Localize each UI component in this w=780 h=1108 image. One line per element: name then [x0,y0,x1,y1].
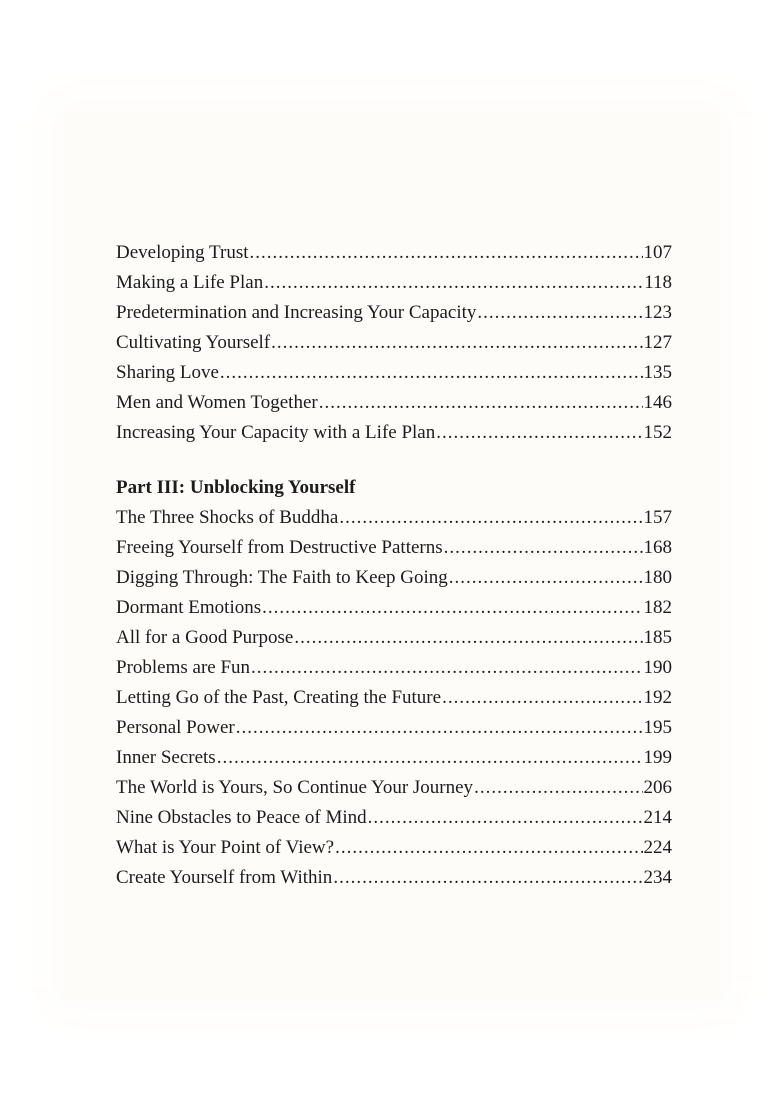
toc-entry-title: Cultivating Yourself [116,332,271,353]
table-of-contents [116,238,672,893]
toc-entry [116,328,672,358]
toc-entry-page: 127 [643,332,672,353]
toc-entry [116,358,672,388]
dot-leader [271,328,642,358]
toc-entry [116,653,672,683]
toc-entry [116,833,672,863]
toc-entry-title: Predetermination and Increasing Your Capacity [116,302,477,323]
dot-leader [251,653,642,683]
toc-entry-title: All for a Good Purpose [116,627,294,648]
toc-entry-title: Men and Women Together [116,392,318,413]
toc-entry-page: 195 [643,717,672,738]
toc-entry [116,863,672,893]
toc-entry-page: 234 [643,867,672,888]
toc-entry-title: Sharing Love [116,362,219,383]
toc-entry-page: 168 [643,537,672,558]
toc-entry-title: Increasing Your Capacity with a Life Plan [116,422,436,443]
dot-leader [335,833,642,863]
dot-leader [339,503,642,533]
toc-entry-page: 157 [643,507,672,528]
toc-entry [116,713,672,743]
toc-entry-title: Developing Trust [116,242,249,263]
toc-entry-page: 152 [643,422,672,443]
dot-leader [319,388,643,418]
dot-leader [250,238,643,268]
toc-entry-page: 107 [643,242,672,263]
toc-entry [116,743,672,773]
toc-entry-title: What is Your Point of View? [116,837,335,858]
toc-entry [116,533,672,563]
toc-entry-page: 135 [643,362,672,383]
toc-entry [116,623,672,653]
toc-entry-page: 180 [643,567,672,588]
toc-entry [116,563,672,593]
dot-leader [333,863,642,893]
dot-leader [236,713,643,743]
toc-entry [116,388,672,418]
dot-leader [444,533,643,563]
toc-entry-title: Create Yourself from Within [116,867,333,888]
toc-entry-page: 192 [643,687,672,708]
toc-entry-title: Nine Obstacles to Peace of Mind [116,807,367,828]
toc-entry-title: The World is Yours, So Continue Your Journey [116,777,474,798]
part2-entry-list [116,238,672,448]
dot-leader [264,268,643,298]
toc-entry-page: 224 [643,837,672,858]
part3-entry-list [116,503,672,893]
toc-entry-page: 185 [643,627,672,648]
dot-leader [436,418,642,448]
toc-entry-title: Digging Through: The Faith to Keep Going [116,567,448,588]
dot-leader [217,743,643,773]
toc-entry-title: Freeing Yourself from Destructive Patterns [116,537,443,558]
toc-entry [116,298,672,328]
toc-entry-page: 182 [643,597,672,618]
toc-entry-page: 118 [644,272,672,293]
dot-leader [368,803,643,833]
toc-entry-page: 190 [643,657,672,678]
toc-entry [116,418,672,448]
toc-entry-title: Letting Go of the Past, Creating the Future [116,687,442,708]
toc-entry [116,803,672,833]
dot-leader [294,623,642,653]
toc-entry [116,593,672,623]
toc-entry-page: 206 [643,777,672,798]
dot-leader [449,563,643,593]
dot-leader [262,593,642,623]
toc-entry-page: 146 [643,392,672,413]
toc-entry-title: Dormant Emotions [116,597,262,618]
toc-entry-page: 214 [643,807,672,828]
toc-entry [116,683,672,713]
toc-entry [116,773,672,803]
toc-entry-title: Personal Power [116,717,235,738]
dot-leader [220,358,643,388]
toc-entry [116,238,672,268]
toc-entry-page: 123 [643,302,672,323]
dot-leader [474,773,642,803]
toc-entry [116,503,672,533]
dot-leader [477,298,642,328]
toc-entry-title: Inner Secrets [116,747,216,768]
toc-entry-title: The Three Shocks of Buddha [116,507,339,528]
dot-leader [442,683,642,713]
toc-entry-title: Problems are Fun [116,657,251,678]
part3-heading: Part III: Unblocking Yourself [116,477,356,498]
toc-entry [116,268,672,298]
toc-entry-page: 199 [643,747,672,768]
toc-entry-title: Making a Life Plan [116,272,264,293]
